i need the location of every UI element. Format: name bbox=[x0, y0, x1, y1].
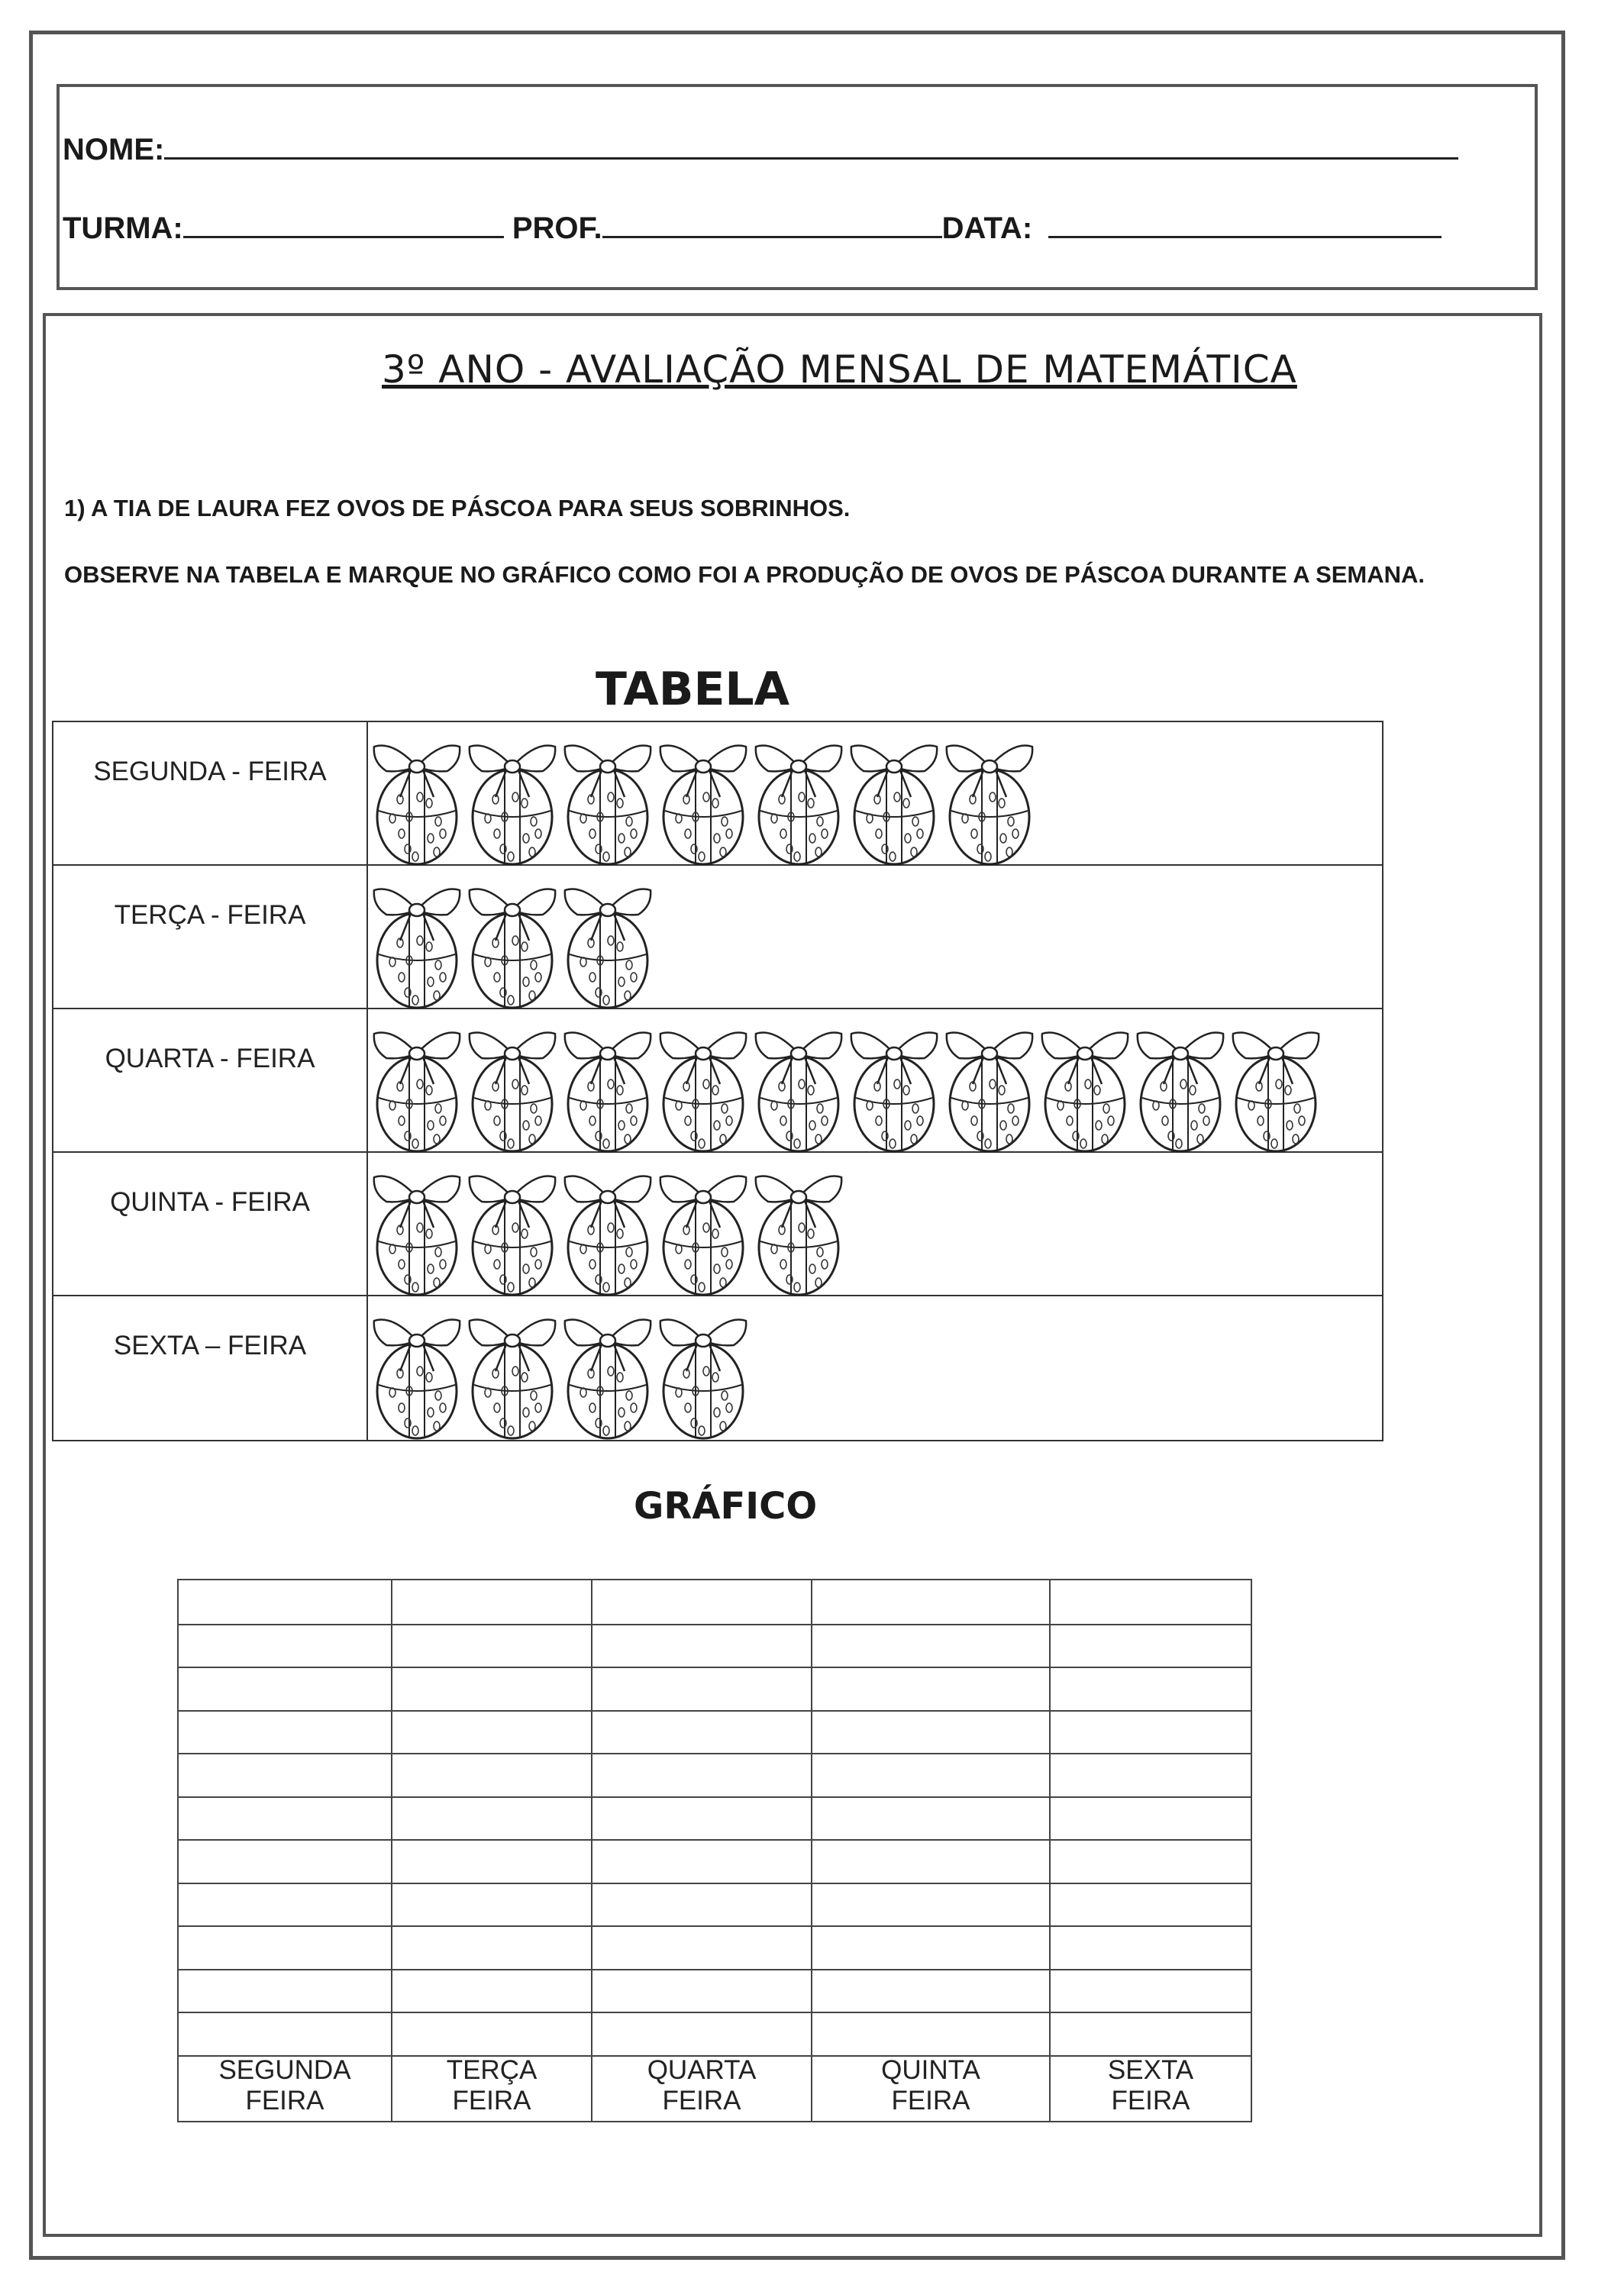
prof-label: PROF. bbox=[512, 211, 602, 245]
column-label bbox=[179, 2055, 391, 2116]
column-label-line2: FEIRA bbox=[1111, 2086, 1190, 2115]
easter-egg-icon bbox=[751, 727, 846, 866]
table-row bbox=[53, 1009, 1382, 1153]
column-label-line1: SEGUNDA bbox=[218, 2055, 351, 2085]
column-label-line1: QUINTA bbox=[881, 2055, 980, 2085]
easter-egg-icon bbox=[465, 1157, 560, 1296]
easter-egg-icon bbox=[656, 1157, 751, 1296]
easter-egg-icon bbox=[560, 727, 655, 866]
column-label-line1: QUARTA bbox=[647, 2055, 757, 2085]
column-label-line1: TERÇA bbox=[446, 2055, 538, 2085]
easter-egg-icon bbox=[942, 727, 1037, 866]
day-cell bbox=[53, 722, 368, 864]
turma-field[interactable] bbox=[183, 210, 504, 238]
easter-egg-icon bbox=[656, 1014, 751, 1153]
tabela-heading: TABELA bbox=[596, 663, 790, 716]
name-row bbox=[63, 131, 1458, 167]
graph-column[interactable] bbox=[392, 1580, 592, 2121]
easter-egg-icon bbox=[751, 1014, 846, 1153]
column-label bbox=[1051, 2055, 1251, 2116]
day-cell bbox=[53, 1009, 368, 1151]
question-instruction: OBSERVE NA TABELA E MARQUE NO GRÁFICO COMO FOI A PRODUÇÃO DE OVOS DE PÁSCOA DURANTE A SEMANA. bbox=[64, 561, 1425, 588]
day-label: SEXTA – FEIRA bbox=[113, 1331, 307, 1360]
table-row bbox=[53, 722, 1382, 866]
day-label: QUARTA - FEIRA bbox=[105, 1044, 315, 1073]
easter-egg-icon bbox=[370, 1157, 464, 1296]
data-field[interactable] bbox=[1048, 210, 1442, 238]
easter-egg-icon bbox=[370, 727, 464, 866]
column-label-line2: FEIRA bbox=[452, 2086, 531, 2115]
table-row bbox=[53, 866, 1382, 1009]
bar-chart-grid bbox=[177, 1579, 1252, 2122]
day-cell bbox=[53, 866, 368, 1008]
column-label bbox=[812, 2055, 1049, 2116]
column-label-line2: FEIRA bbox=[662, 2086, 741, 2115]
data-label: DATA: bbox=[941, 211, 1033, 245]
easter-egg-icon bbox=[370, 1014, 464, 1153]
exam-title: 3º ANO - AVALIAÇÃO MENSAL DE MATEMÁTICA bbox=[382, 347, 1297, 392]
day-label: TERÇA - FEIRA bbox=[114, 900, 306, 930]
easter-egg-icon bbox=[656, 1301, 751, 1440]
easter-egg-icon bbox=[465, 727, 560, 866]
easter-egg-icon bbox=[560, 1157, 655, 1296]
day-label: SEGUNDA - FEIRA bbox=[93, 757, 327, 786]
easter-egg-icon bbox=[751, 1157, 846, 1296]
column-label bbox=[392, 2055, 591, 2116]
column-label-line2: FEIRA bbox=[891, 2086, 970, 2115]
column-label-line2: FEIRA bbox=[245, 2086, 324, 2115]
graph-column[interactable] bbox=[812, 1580, 1051, 2121]
table-row bbox=[53, 1296, 1382, 1440]
easter-egg-icon bbox=[847, 1014, 941, 1153]
name-label: NOME: bbox=[63, 133, 165, 166]
prof-field[interactable] bbox=[602, 210, 942, 238]
graph-column[interactable] bbox=[179, 1580, 392, 2121]
class-row bbox=[63, 210, 1442, 246]
day-cell bbox=[53, 1296, 368, 1440]
easter-egg-icon bbox=[656, 727, 751, 866]
easter-egg-icon bbox=[560, 870, 655, 1009]
easter-egg-icon bbox=[560, 1014, 655, 1153]
day-label: QUINTA - FEIRA bbox=[110, 1187, 310, 1217]
easter-egg-icon bbox=[465, 1014, 560, 1153]
easter-egg-icon bbox=[942, 1014, 1037, 1153]
easter-egg-icon bbox=[370, 1301, 464, 1440]
graph-column[interactable] bbox=[592, 1580, 812, 2121]
name-field[interactable] bbox=[164, 131, 1458, 160]
easter-egg-icon bbox=[847, 727, 941, 866]
turma-label: TURMA: bbox=[63, 211, 183, 245]
student-info-box bbox=[57, 84, 1538, 290]
easter-egg-icon bbox=[1228, 1014, 1323, 1153]
easter-egg-icon bbox=[1133, 1014, 1228, 1153]
pictograph-table bbox=[52, 721, 1383, 1441]
column-label-line1: SEXTA bbox=[1107, 2055, 1194, 2085]
easter-egg-icon bbox=[560, 1301, 655, 1440]
table-row bbox=[53, 1153, 1382, 1296]
easter-egg-icon bbox=[370, 870, 464, 1009]
easter-egg-icon bbox=[1038, 1014, 1132, 1153]
day-cell bbox=[53, 1153, 368, 1295]
easter-egg-icon bbox=[465, 1301, 560, 1440]
grafico-heading: GRÁFICO bbox=[634, 1485, 818, 1528]
graph-column[interactable] bbox=[1051, 1580, 1251, 2121]
question-intro: 1) A TIA DE LAURA FEZ OVOS DE PÁSCOA PARA SEUS SOBRINHOS. bbox=[64, 495, 851, 521]
column-label bbox=[592, 2055, 811, 2116]
easter-egg-icon bbox=[465, 870, 560, 1009]
